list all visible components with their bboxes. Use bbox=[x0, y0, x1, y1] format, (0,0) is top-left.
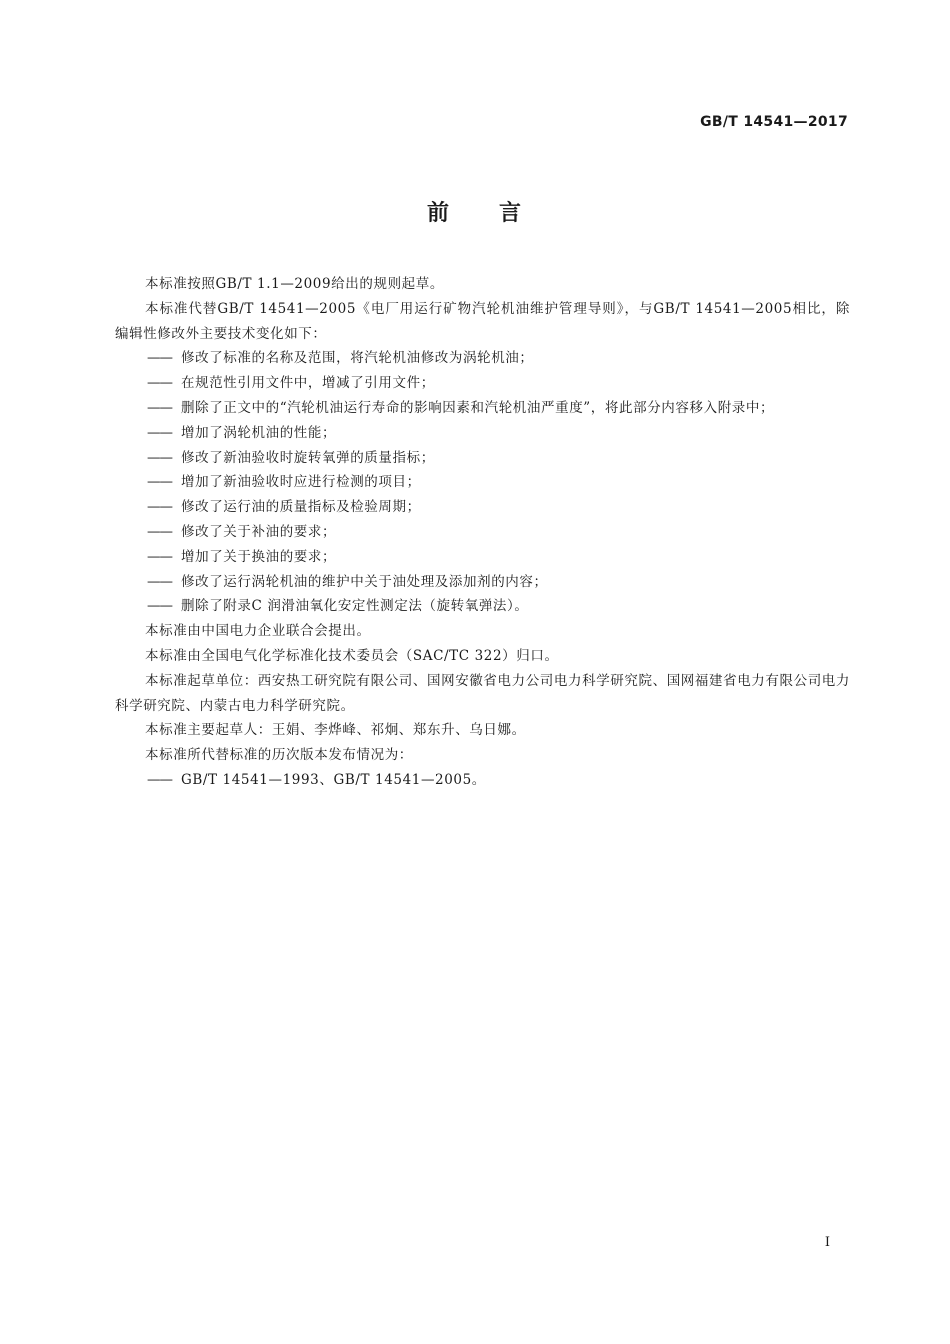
dash-marker: —— bbox=[147, 771, 172, 788]
paragraph-committee: 本标准由全国电气化学标准化技术委员会（SAC/TC 322）归口。 bbox=[145, 647, 559, 664]
change-text: 删除了正文中的“汽轮机油运行寿命的影响因素和汽轮机油严重度”，将此部分内容移入附录中； bbox=[181, 399, 775, 416]
dash-marker: —— bbox=[147, 350, 172, 367]
title-part-1: 前 bbox=[426, 201, 451, 226]
list-item-change bbox=[147, 396, 850, 421]
history-text: GB/T 14541—1993、GB/T 14541—2005。 bbox=[181, 771, 486, 788]
list-item-change bbox=[147, 570, 850, 595]
list-item-change bbox=[147, 421, 850, 446]
list-item-change bbox=[147, 470, 850, 495]
dash-marker: —— bbox=[147, 424, 172, 441]
list-item-change bbox=[147, 446, 850, 471]
list-item-change bbox=[147, 371, 850, 396]
paragraph-history-intro: 本标准所代替标准的历次版本发布情况为： bbox=[145, 747, 413, 764]
title-part-2: 言 bbox=[499, 201, 524, 226]
foreword-body bbox=[115, 272, 850, 793]
paragraph-drafters: 本标准主要起草人：王娟、李烨峰、祁炯、郑东升、乌日娜。 bbox=[145, 722, 526, 739]
change-text: 修改了新油验收时旋转氧弹的质量指标； bbox=[181, 449, 435, 466]
change-text: 增加了关于换油的要求； bbox=[181, 548, 337, 565]
page-title bbox=[0, 196, 950, 227]
paragraph-drafting-units: 本标准起草单位：西安热工研究院有限公司、国网安徽省电力公司电力科学研究院、国网福建省电力有限公司电力科学研究院、内蒙古电力科学研究院。 bbox=[115, 672, 850, 714]
paragraph-drafting-rules: 本标准按照GB/T 1.1—2009给出的规则起草。 bbox=[145, 276, 444, 292]
change-text: 增加了新油验收时应进行检测的项目； bbox=[181, 474, 421, 491]
dash-marker: —— bbox=[147, 474, 172, 491]
paragraph-replacement: 本标准代替GB/T 14541—2005《电厂用运行矿物汽轮机油维护管理导则》，与GB/T 14541—2005相比，除编辑性修改外主要技术变化如下： bbox=[115, 300, 850, 342]
change-text: 修改了标准的名称及范围，将汽轮机油修改为涡轮机油； bbox=[181, 350, 534, 367]
change-text: 增加了涡轮机油的性能； bbox=[181, 424, 337, 441]
dash-marker: —— bbox=[147, 449, 172, 466]
paragraph-proposer: 本标准由中国电力企业联合会提出。 bbox=[145, 623, 371, 640]
change-text: 修改了关于补油的要求； bbox=[181, 523, 337, 540]
dash-marker: —— bbox=[147, 399, 172, 416]
change-text: 删除了附录C 润滑油氧化安定性测定法（旋转氧弹法）。 bbox=[181, 598, 529, 615]
list-item-history bbox=[147, 768, 850, 793]
change-text: 修改了运行涡轮机油的维护中关于油处理及添加剂的内容； bbox=[181, 573, 548, 590]
page-number: I bbox=[824, 1235, 830, 1250]
change-text: 在规范性引用文件中，增减了引用文件； bbox=[181, 375, 435, 392]
list-item-change bbox=[147, 520, 850, 545]
dash-marker: —— bbox=[147, 499, 172, 516]
list-item-change bbox=[147, 346, 850, 371]
dash-marker: —— bbox=[147, 523, 172, 540]
standard-number: GB/T 14541—2017 bbox=[700, 114, 848, 130]
list-item-change bbox=[147, 594, 850, 619]
dash-marker: —— bbox=[147, 375, 172, 392]
dash-marker: —— bbox=[147, 573, 172, 590]
list-item-change bbox=[147, 495, 850, 520]
dash-marker: —— bbox=[147, 548, 172, 565]
list-item-change bbox=[147, 545, 850, 570]
dash-marker: —— bbox=[147, 598, 172, 615]
change-text: 修改了运行油的质量指标及检验周期； bbox=[181, 499, 421, 516]
